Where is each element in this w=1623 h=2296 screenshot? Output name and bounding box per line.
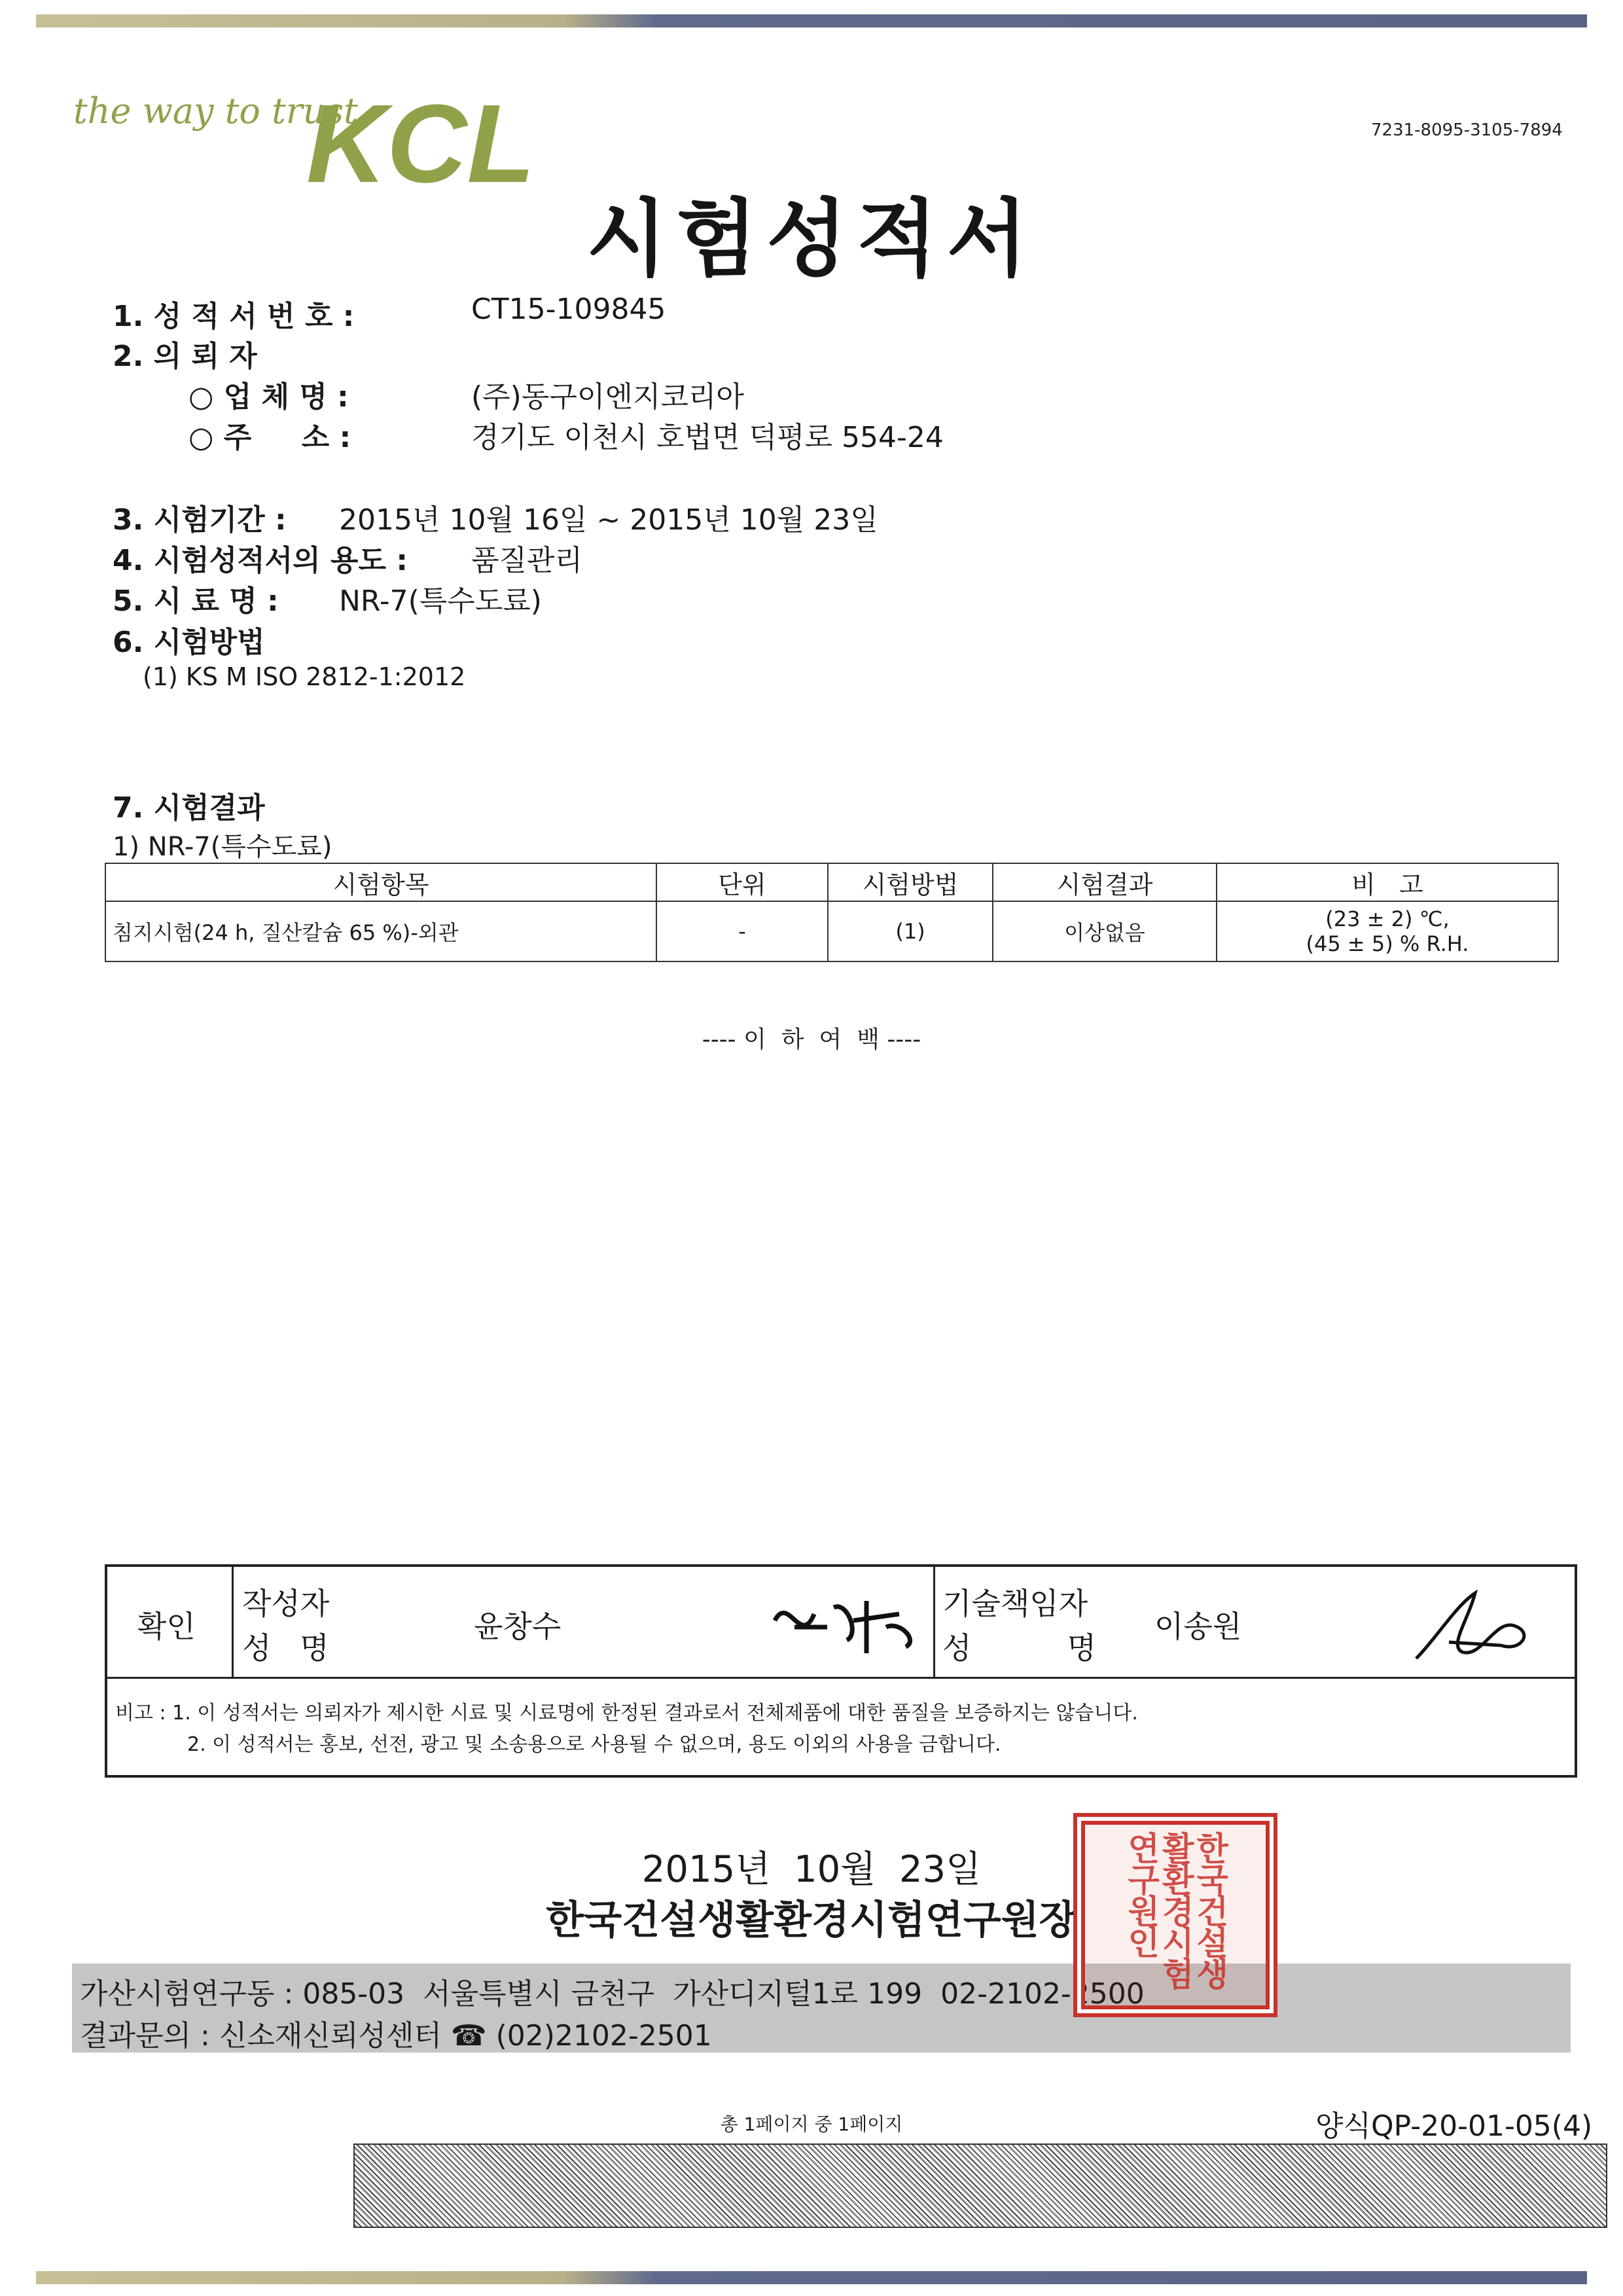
tech-manager-signature-icon [1410,1580,1541,1665]
author-label: 작성자 [242,1586,330,1621]
result-label: 7. 시험결과 [113,791,265,825]
table-header-row [105,863,1558,901]
bottom-color-bar [36,2271,1587,2284]
tech-manager-name-label: 성 명 [942,1630,1097,1666]
report-no-value: CT15-109845 [471,293,666,326]
address-value: 경기도 이천시 호법면 덕평로 554-24 [471,421,944,454]
page-info: 총 1페이지 중 1페이지 [720,2113,903,2135]
cell-remark [1217,901,1558,961]
document-number: 7231-8095-3105-7894 [1371,120,1563,140]
signature-row [107,1567,1575,1679]
remark-humidity: (45 ± 5) % R.H. [1306,931,1469,956]
sample-value: NR-7(특수도료) [339,584,542,618]
period-value: 2015년 10월 16일 ~ 2015년 10월 23일 [339,503,878,537]
tech-manager-name: 이송원 [1154,1609,1242,1644]
author-name-label: 성 명 [242,1630,329,1666]
method-label: 6. 시험방법 [113,626,265,659]
cell-unit: - [656,901,828,961]
issuer-name: 한국건설생활환경시험연구원장 [546,1897,1077,1943]
client-label: 2. 의 뢰 자 [113,340,257,373]
confirm-label: 확인 [137,1609,196,1644]
author-signature-icon [768,1581,925,1666]
cell-result: 이상없음 [993,901,1217,961]
col-header-item: 시험항목 [105,863,656,901]
table-row [105,901,1558,961]
period-label: 3. 시험기간 : [113,503,287,537]
signature-box [105,1564,1577,1778]
remark-temperature: (23 ± 2) ℃, [1325,906,1450,931]
purpose-value: 품질관리 [471,544,583,577]
svg-text:KCL: KCL [306,82,535,206]
issue-date: 2015년 10월 23일 [641,1848,982,1891]
note-2: 2. 이 성적서는 홍보, 선전, 광고 및 소송용으로 사용될 수 없으며, 용도 이외의 사용을 금합니다. [187,1733,1001,1756]
sample-label: 5. 시 료 명 : [113,584,279,618]
result-sub-label: 1) NR-7(특수도료) [113,832,332,862]
form-number: 양식QP-20-01-05(4) [1315,2109,1593,2143]
author-name: 윤창수 [474,1609,562,1644]
security-pattern [353,2144,1607,2228]
col-header-remark: 비 고 [1217,863,1558,901]
cell-item: 침지시험(24 h, 질산칼슘 65 %)-외관 [105,901,656,961]
results-table [105,863,1559,962]
note-1: 비고 : 1. 이 성적서는 의뢰자가 제시한 시료 및 시료명에 한정된 결과로서 전체제품에 대한 품질을 보증하지는 않습니다. [115,1702,1138,1725]
lab-address: 가산시험연구동 : 085-03 서울특별시 금천구 가산디지털1로 199 02-2102-2500 [80,1977,1145,2011]
company-label: ○ 업 체 명 : [188,380,349,414]
page-title: 시험성적서 [586,190,1037,288]
seal-text: 한국건설생활환경시험연구원인 [1122,1831,1229,1988]
kcl-tagline: the way to trust [73,90,358,132]
contact-panel [72,1964,1571,2053]
company-value: (주)동구이엔지코리아 [471,380,744,414]
inquiry-contact: 결과문의 : 신소재신뢰성센터 ☎ (02)2102-2501 [80,2019,712,2053]
end-of-content-mark: ---- 이 하 여 백 ---- [702,1026,921,1053]
address-label: ○ 주 소 : [188,421,351,454]
col-header-method: 시험방법 [828,863,993,901]
purpose-label: 4. 시험성적서의 용도 : [113,544,408,577]
col-header-unit: 단위 [656,863,828,901]
method-value: (1) KS M ISO 2812-1:2012 [143,662,466,691]
official-seal-stamp [1073,1813,1277,2017]
cell-method: (1) [828,901,993,961]
top-color-bar [36,14,1587,27]
tech-manager-label: 기술책임자 [942,1586,1088,1621]
col-header-result: 시험결과 [993,863,1217,901]
report-no-label: 1. 성 적 서 번 호 : [113,300,355,333]
